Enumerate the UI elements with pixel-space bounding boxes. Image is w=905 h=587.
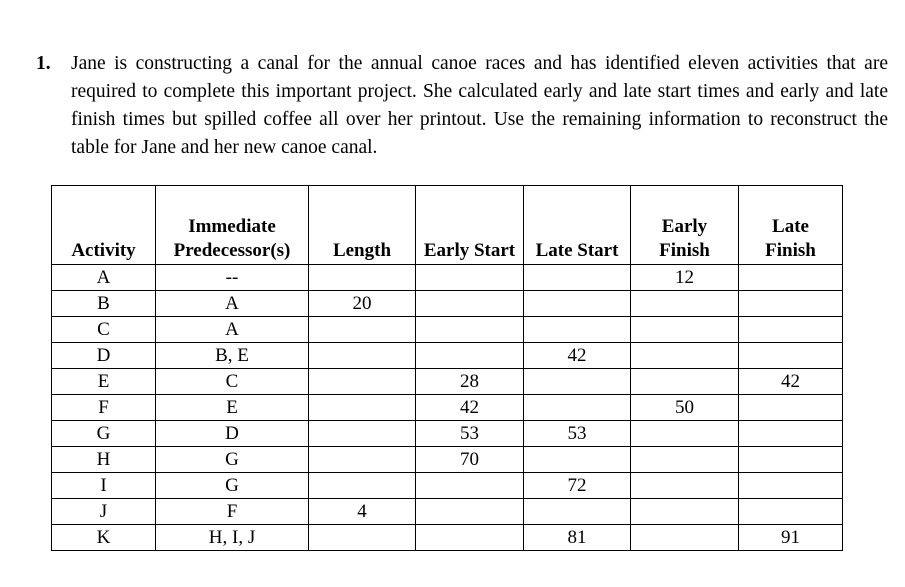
header-early-finish xyxy=(631,186,739,265)
table-row xyxy=(52,473,843,499)
cell-late-finish xyxy=(739,343,843,369)
cell-length xyxy=(309,265,416,291)
header-late-finish xyxy=(739,186,843,265)
cell-early-start xyxy=(416,317,524,343)
cell-early-finish xyxy=(631,447,739,473)
cell-length xyxy=(309,421,416,447)
table-row xyxy=(52,369,843,395)
problem-number: 1. xyxy=(36,53,51,74)
cell-predecessors: D xyxy=(156,421,309,447)
cell-late-finish: 42 xyxy=(739,369,843,395)
header-early-finish-line2: Finish xyxy=(659,240,710,261)
problem-text: Jane is constructing a canal for the annual canoe races and has identified eleven activities that are required to complete this important project. She calculated early and late start times and early and late finish times but spilled coffee all over her printout. Use the remaining information to reconstruct the table for Jane and her new canoe canal. xyxy=(71,53,888,158)
cell-length xyxy=(309,447,416,473)
cell-late-finish xyxy=(739,317,843,343)
cell-early-start: 70 xyxy=(416,447,524,473)
cell-early-start: 28 xyxy=(416,369,524,395)
cell-late-start: 81 xyxy=(524,525,631,551)
cell-late-finish xyxy=(739,421,843,447)
header-activity xyxy=(52,186,156,265)
cell-early-finish xyxy=(631,525,739,551)
cell-early-finish xyxy=(631,317,739,343)
cell-late-start xyxy=(524,395,631,421)
table-row xyxy=(52,525,843,551)
cell-length xyxy=(309,317,416,343)
table-header-row xyxy=(52,186,843,265)
cell-early-finish: 50 xyxy=(631,395,739,421)
cell-early-finish: 12 xyxy=(631,265,739,291)
cell-activity: G xyxy=(52,421,156,447)
cell-predecessors: E xyxy=(156,395,309,421)
cell-predecessors: G xyxy=(156,447,309,473)
header-late-start-line: Late Start xyxy=(535,240,619,261)
cell-late-finish xyxy=(739,473,843,499)
cell-early-finish xyxy=(631,473,739,499)
cell-activity: K xyxy=(52,525,156,551)
cell-activity: F xyxy=(52,395,156,421)
cell-late-start: 53 xyxy=(524,421,631,447)
cell-early-start xyxy=(416,499,524,525)
cell-activity: D xyxy=(52,343,156,369)
cell-activity: A xyxy=(52,265,156,291)
cell-late-start xyxy=(524,291,631,317)
cell-late-start: 72 xyxy=(524,473,631,499)
cell-activity: B xyxy=(52,291,156,317)
cell-late-finish xyxy=(739,395,843,421)
cell-activity: J xyxy=(52,499,156,525)
cell-predecessors: B, E xyxy=(156,343,309,369)
header-late-finish-line2: Finish xyxy=(765,240,816,261)
cell-late-start xyxy=(524,265,631,291)
cell-late-finish xyxy=(739,447,843,473)
problem-statement xyxy=(36,50,888,162)
header-early-finish-line1: Early xyxy=(661,216,708,237)
cell-early-finish xyxy=(631,369,739,395)
cell-late-start xyxy=(524,499,631,525)
cell-early-finish xyxy=(631,343,739,369)
cell-length xyxy=(309,473,416,499)
cell-length: 20 xyxy=(309,291,416,317)
table-row xyxy=(52,265,843,291)
cell-early-start: 53 xyxy=(416,421,524,447)
cell-length: 4 xyxy=(309,499,416,525)
table-row xyxy=(52,395,843,421)
cell-activity: C xyxy=(52,317,156,343)
table-row xyxy=(52,291,843,317)
cell-late-finish xyxy=(739,291,843,317)
table-row xyxy=(52,343,843,369)
header-activity-line: Activity xyxy=(71,240,136,261)
cell-predecessors: -- xyxy=(156,265,309,291)
cell-activity: I xyxy=(52,473,156,499)
cell-predecessors: F xyxy=(156,499,309,525)
cell-late-finish: 91 xyxy=(739,525,843,551)
cell-length xyxy=(309,369,416,395)
cell-early-start xyxy=(416,265,524,291)
cell-early-start xyxy=(416,525,524,551)
table-row xyxy=(52,447,843,473)
cell-predecessors: H, I, J xyxy=(156,525,309,551)
cell-late-finish xyxy=(739,265,843,291)
cell-late-finish xyxy=(739,499,843,525)
header-early-start xyxy=(416,186,524,265)
cell-early-finish xyxy=(631,499,739,525)
header-early-start-line: Early Start xyxy=(423,240,516,261)
header-late-finish-line1: Late xyxy=(772,216,809,237)
cell-late-start: 42 xyxy=(524,343,631,369)
cell-early-start xyxy=(416,291,524,317)
header-predecessors-line1: Immediate xyxy=(188,216,276,237)
table-row xyxy=(52,421,843,447)
cell-activity: H xyxy=(52,447,156,473)
cell-early-finish xyxy=(631,421,739,447)
cell-predecessors: A xyxy=(156,317,309,343)
cell-activity: E xyxy=(52,369,156,395)
header-length-line: Length xyxy=(332,240,392,261)
cell-length xyxy=(309,395,416,421)
cell-early-start: 42 xyxy=(416,395,524,421)
cell-late-start xyxy=(524,447,631,473)
cell-predecessors: C xyxy=(156,369,309,395)
cell-late-start xyxy=(524,369,631,395)
cell-predecessors: G xyxy=(156,473,309,499)
cell-predecessors: A xyxy=(156,291,309,317)
table-row xyxy=(52,317,843,343)
cell-length xyxy=(309,525,416,551)
header-predecessors-line2: Predecessor(s) xyxy=(173,240,291,261)
cell-early-start xyxy=(416,343,524,369)
table-row xyxy=(52,499,843,525)
header-late-start xyxy=(524,186,631,265)
header-predecessors xyxy=(156,186,309,265)
cell-late-start xyxy=(524,317,631,343)
cell-early-finish xyxy=(631,291,739,317)
header-length xyxy=(309,186,416,265)
cell-length xyxy=(309,343,416,369)
cell-early-start xyxy=(416,473,524,499)
activity-table xyxy=(51,185,843,551)
